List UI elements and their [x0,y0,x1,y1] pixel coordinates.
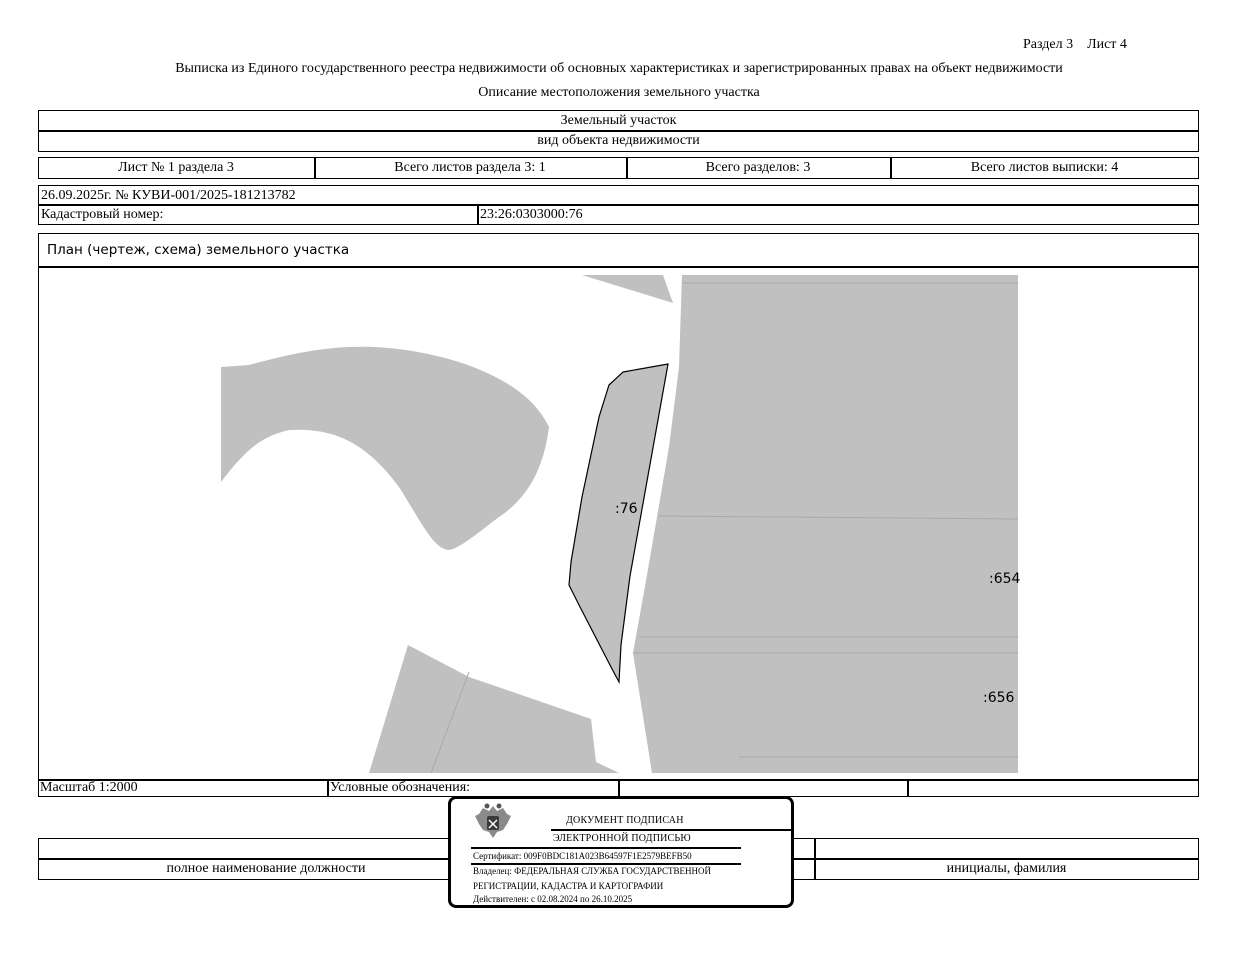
parcel-map-svg [39,267,1199,779]
neighbor-parcel [221,347,549,550]
stamp-line-2: ЭЛЕКТРОННОЙ ПОДПИСЬЮ [553,833,691,844]
record-date-number: 26.09.2025г. № КУВИ-001/2025-181213782 [41,188,296,203]
divider [551,829,791,831]
divider [618,779,620,797]
plan-title: План (чертеж, схема) земельного участка [47,242,350,258]
parcel-label-654: :654 [989,571,1021,587]
object-type-caption: вид объекта недвижимости [537,133,700,148]
parcel-map [39,267,1199,779]
divider [471,863,741,865]
name-caption: инициалы, фамилия [946,861,1067,876]
neighbor-parcel [582,275,673,303]
legend-label: Условные обозначения: [330,780,471,795]
parcel-label-656: :656 [983,690,1015,706]
total-extract-sheets: Всего листов выписки: 4 [970,160,1119,175]
divider [907,779,909,797]
stamp-owner-1: Владелец: ФЕДЕРАЛЬНАЯ СЛУЖБА ГОСУДАРСТВЕННОЙ [473,866,712,876]
object-type: Земельный участок [560,113,677,128]
neighbor-parcel [633,275,1018,773]
total-section-sheets: Всего листов раздела 3: 1 [394,160,546,175]
scale-label: Масштаб 1:2000 [40,780,138,795]
parcel-label-76: :76 [615,501,638,517]
section-sheet-label: Раздел 3 Лист 4 [1023,37,1127,52]
document-subtitle: Описание местоположения земельного участка [478,85,760,100]
divider [477,204,479,225]
divider [38,130,1199,132]
sheet-number: Лист № 1 раздела 3 [118,160,234,175]
coat-of-arms-icon [473,802,513,846]
stamp-line-1: ДОКУМЕНТ ПОДПИСАН [566,815,684,826]
neighbor-parcel [369,645,619,773]
stamp-valid: Действителен: с 02.08.2024 по 26.10.2025 [473,894,633,904]
stamp-owner-2: РЕГИСТРАЦИИ, КАДАСТРА И КАРТОГРАФИИ [473,881,664,891]
cadastral-label: Кадастровый номер: [41,207,164,222]
position-caption: полное наименование должности [166,861,366,876]
total-sections: Всего разделов: 3 [705,160,811,175]
document-title: Выписка из Единого государственного реестра недвижимости об основных характеристиках и зарегистрированных правах на объект недвижимости [175,61,1063,76]
divider [471,847,741,849]
divider [38,204,1199,206]
cadastral-value: 23:26:0303000:76 [480,207,583,222]
stamp-certificate: Сертификат: 009F0BDC181A023B64597F1E2579BEFB50 [473,851,692,861]
e-signature-stamp [448,796,794,908]
divider [327,779,329,797]
